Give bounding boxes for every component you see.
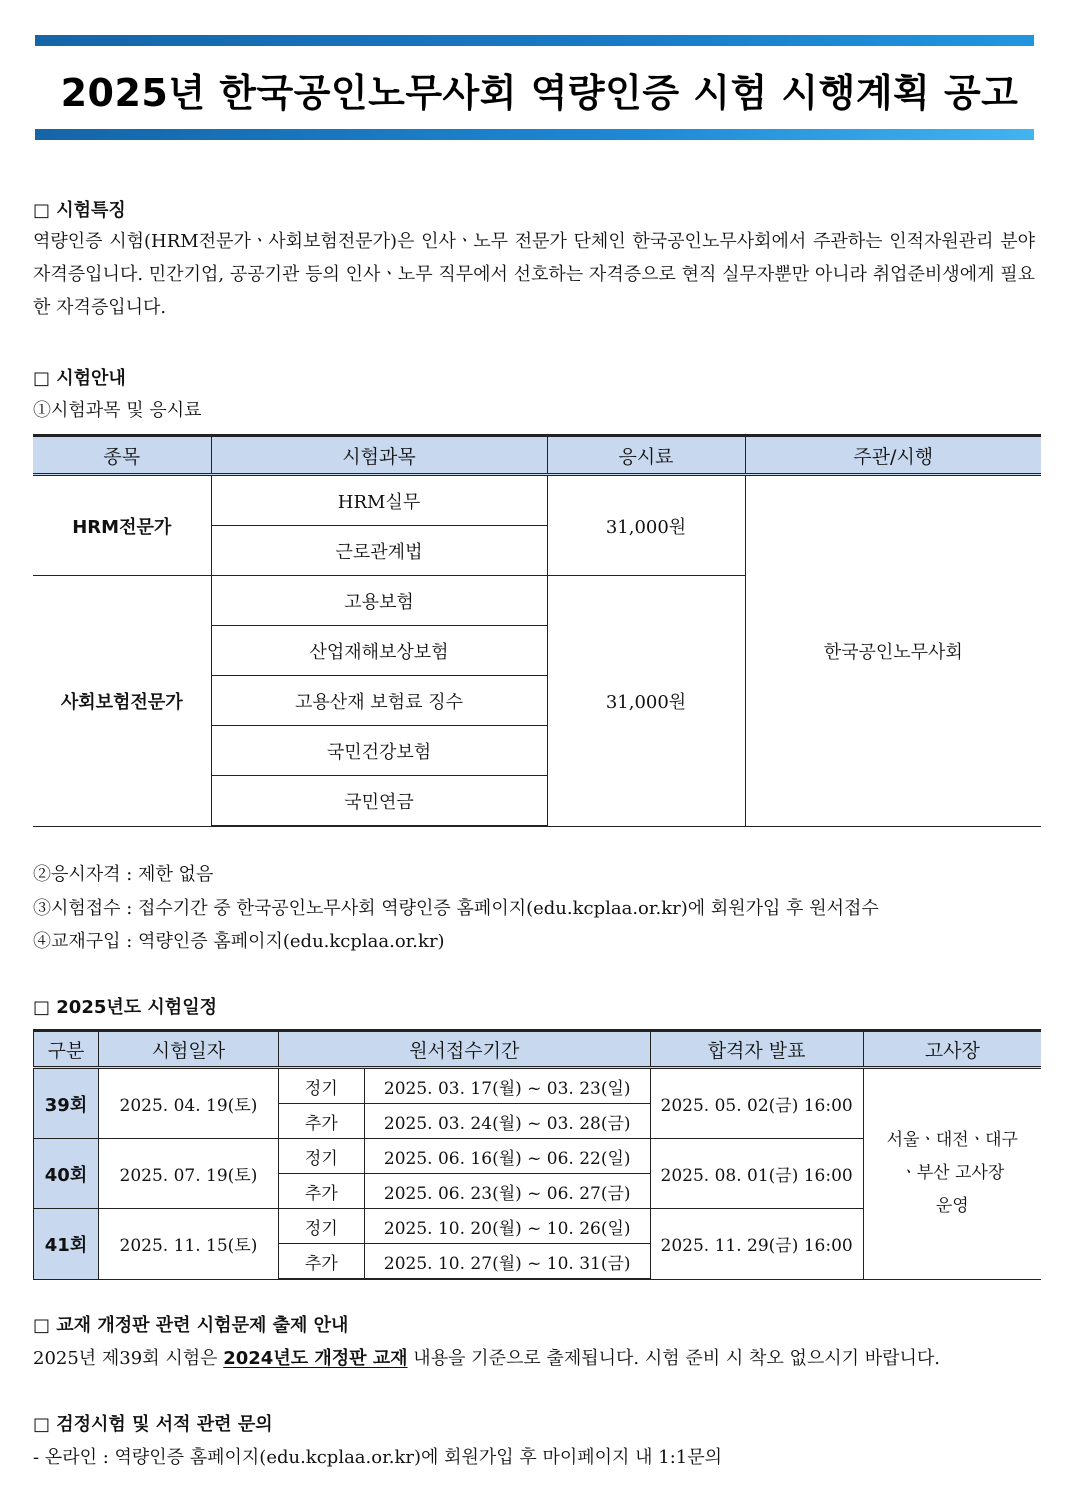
page-title: 2025년 한국공인노무사회 역량인증 시험 시행계획 공고 [60, 71, 1019, 115]
textbook-line: ④교재구입 : 역량인증 홈페이지(edu.kcplaa.or.kr) [33, 931, 445, 952]
revision-text-before: 2025년 제39회 시험은 [33, 1348, 224, 1369]
header-organizer: 주관/시행 [745, 436, 1041, 475]
period-type: 추가 [278, 1174, 364, 1209]
subject-cell: 고용산재 보험료 징수 [211, 676, 547, 726]
header-application-period: 원서접수기간 [278, 1031, 650, 1068]
period-type: 정기 [278, 1139, 364, 1174]
revision-line [33, 1344, 940, 1370]
subject-cell: 고용보험 [211, 576, 547, 626]
header-round: 구분 [34, 1031, 99, 1068]
section-heading-guide: □ 시험안내 [33, 368, 126, 389]
category-hrm: HRM전문가 [33, 475, 211, 576]
header-bar-top [35, 35, 1034, 46]
subject-cell: 국민건강보험 [211, 726, 547, 776]
organizer-cell: 한국공인노무사회 [745, 475, 1041, 827]
eligibility-line: ②응시자격 : 제한 없음 [33, 864, 214, 885]
venue-line: 운영 [935, 1196, 969, 1217]
revision-text-after: 내용을 기준으로 출제됩니다. 시험 준비 시 착오 없으시기 바랍니다. [407, 1348, 940, 1369]
round-40: 40회 [34, 1139, 99, 1209]
period-dates: 2025. 06. 23(월) ~ 06. 27(금) [364, 1174, 650, 1209]
exam-date: 2025. 07. 19(토) [98, 1139, 278, 1209]
period-dates: 2025. 10. 20(월) ~ 10. 26(일) [364, 1209, 650, 1244]
period-dates: 2025. 06. 16(월) ~ 06. 22(일) [364, 1139, 650, 1174]
application-line: ③시험접수 : 접수기간 중 한국공인노무사회 역량인증 홈페이지(edu.kcplaa.or.kr)에 회원가입 후 원서접수 [33, 898, 879, 919]
header-announcement: 합격자 발표 [650, 1031, 863, 1068]
revision-emphasis: 2024년도 개정판 교재 [223, 1348, 408, 1369]
venue-line: ㆍ부산 고사장 [900, 1163, 1005, 1184]
announcement-date: 2025. 08. 01(금) 16:00 [650, 1139, 863, 1209]
section-heading-schedule: □ 2025년도 시험일정 [33, 997, 217, 1018]
header-bar-bottom [35, 129, 1034, 140]
schedule-table [33, 1029, 1041, 1280]
period-type: 정기 [278, 1209, 364, 1244]
category-social-insurance: 사회보험전문가 [33, 576, 211, 827]
header-category: 종목 [33, 436, 211, 475]
table-header-row [34, 1031, 1042, 1068]
subjects-fee-table [33, 434, 1041, 827]
header-venue: 고사장 [863, 1031, 1041, 1068]
exam-date: 2025. 11. 15(토) [98, 1209, 278, 1280]
announcement-date: 2025. 11. 29(금) 16:00 [650, 1209, 863, 1280]
table-row [33, 475, 1041, 526]
venue-line: 서울ㆍ대전ㆍ대구 [886, 1130, 1018, 1151]
table-header-row [33, 436, 1041, 475]
header-subject: 시험과목 [211, 436, 547, 475]
round-41: 41회 [34, 1209, 99, 1280]
table-row [34, 1068, 1042, 1104]
header-exam-date: 시험일자 [98, 1031, 278, 1068]
period-type: 정기 [278, 1068, 364, 1104]
period-dates: 2025. 03. 17(월) ~ 03. 23(일) [364, 1068, 650, 1104]
subject-cell: HRM실무 [211, 475, 547, 526]
subject-cell: 근로관계법 [211, 526, 547, 576]
section-heading-inquiry: □ 검정시험 및 서적 관련 문의 [33, 1414, 273, 1435]
venue-cell [863, 1068, 1041, 1280]
section-heading-features: □ 시험특징 [33, 200, 126, 221]
period-dates: 2025. 03. 24(월) ~ 03. 28(금) [364, 1104, 650, 1139]
header-fee: 응시료 [547, 436, 745, 475]
exam-date: 2025. 04. 19(토) [98, 1068, 278, 1139]
subject-cell: 산업재해보상보험 [211, 626, 547, 676]
announcement-date: 2025. 05. 02(금) 16:00 [650, 1068, 863, 1139]
fee-hrm: 31,000원 [547, 475, 745, 576]
subject-cell: 국민연금 [211, 776, 547, 827]
fee-social-insurance: 31,000원 [547, 576, 745, 827]
period-dates: 2025. 10. 27(월) ~ 10. 31(금) [364, 1244, 650, 1280]
period-type: 추가 [278, 1104, 364, 1139]
guide-subtitle-subjects: ①시험과목 및 응시료 [33, 400, 202, 421]
section-heading-revision: □ 교재 개정판 관련 시험문제 출제 안내 [33, 1315, 349, 1336]
period-type: 추가 [278, 1244, 364, 1280]
round-39: 39회 [34, 1068, 99, 1139]
features-paragraph: 역량인증 시험(HRM전문가ㆍ사회보험전문가)은 인사ㆍ노무 전문가 단체인 한국공인노무사회에서 주관하는 인적자원관리 분야 자격증입니다. 민간기업, 공공기관 등의 인사ㆍ노무 직무에서 선호하는 자격증으로 현직 실무자뿐만 아니라 취업준비생에게 필요한 자격증입니다. [33, 231, 1035, 318]
inquiry-online-line: - 온라인 : 역량인증 홈페이지(edu.kcplaa.or.kr)에 회원가입 후 마이페이지 내 1:1문의 [33, 1447, 722, 1468]
